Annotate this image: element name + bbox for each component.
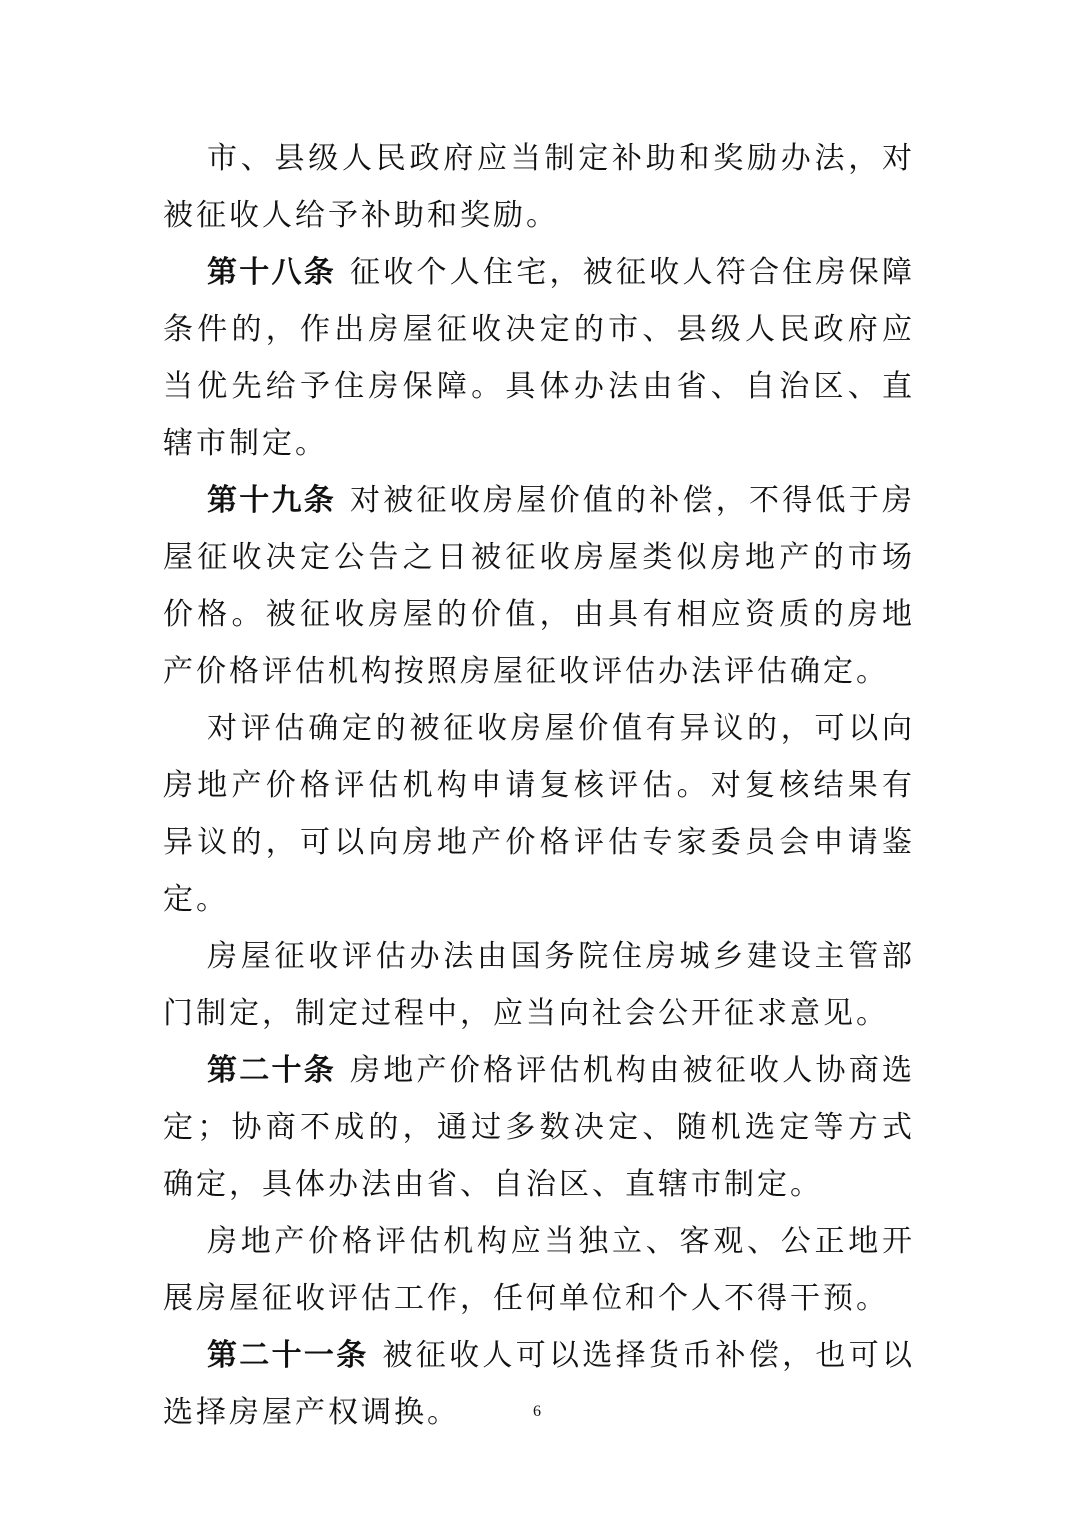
paragraph-article-21 bbox=[163, 1327, 915, 1441]
article-number: 第十九条 bbox=[207, 483, 336, 518]
paragraph-review-appraisal bbox=[163, 700, 915, 928]
paragraph-independent-appraisal bbox=[163, 1213, 915, 1327]
page-number: 6 bbox=[533, 1403, 541, 1420]
paragraph-subsidy-awards bbox=[163, 130, 915, 244]
article-number: 第二十条 bbox=[207, 1053, 336, 1088]
paragraph-appraisal-rules bbox=[163, 928, 915, 1042]
paragraph-article-18 bbox=[163, 244, 915, 472]
paragraph-article-19 bbox=[163, 472, 915, 700]
document-body bbox=[163, 130, 915, 1441]
paragraph-text: 市、县级人民政府应当制定补助和奖励办法，对被征收人给予补助和奖励。 bbox=[163, 141, 915, 233]
paragraph-text: 房屋征收评估办法由国务院住房城乡建设主管部门制定，制定过程中，应当向社会公开征求意见。 bbox=[163, 939, 915, 1031]
paragraph-text: 对评估确定的被征收房屋价值有异议的，可以向房地产价格评估机构申请复核评估。对复核结果有异议的，可以向房地产价格评估专家委员会申请鉴定。 bbox=[163, 711, 915, 917]
paragraph-text: 征收个人住宅，被征收人符合住房保障条件的，作出房屋征收决定的市、县级人民政府应当优先给予住房保障。具体办法由省、自治区、直辖市制定。 bbox=[163, 255, 915, 461]
paragraph-text: 房地产价格评估机构由被征收人协商选定；协商不成的，通过多数决定、随机选定等方式确定，具体办法由省、自治区、直辖市制定。 bbox=[163, 1053, 915, 1202]
article-number: 第十八条 bbox=[207, 255, 336, 290]
paragraph-article-20 bbox=[163, 1042, 915, 1213]
paragraph-text: 对被征收房屋价值的补偿，不得低于房屋征收决定公告之日被征收房屋类似房地产的市场价格。被征收房屋的价值，由具有相应资质的房地产价格评估机构按照房屋征收评估办法评估确定。 bbox=[163, 483, 915, 689]
paragraph-text: 被征收人可以选择货币补偿，也可以选择房屋产权调换。 bbox=[163, 1338, 915, 1430]
paragraph-text: 房地产价格评估机构应当独立、客观、公正地开展房屋征收评估工作，任何单位和个人不得干预。 bbox=[163, 1224, 915, 1316]
article-number: 第二十一条 bbox=[207, 1338, 369, 1373]
